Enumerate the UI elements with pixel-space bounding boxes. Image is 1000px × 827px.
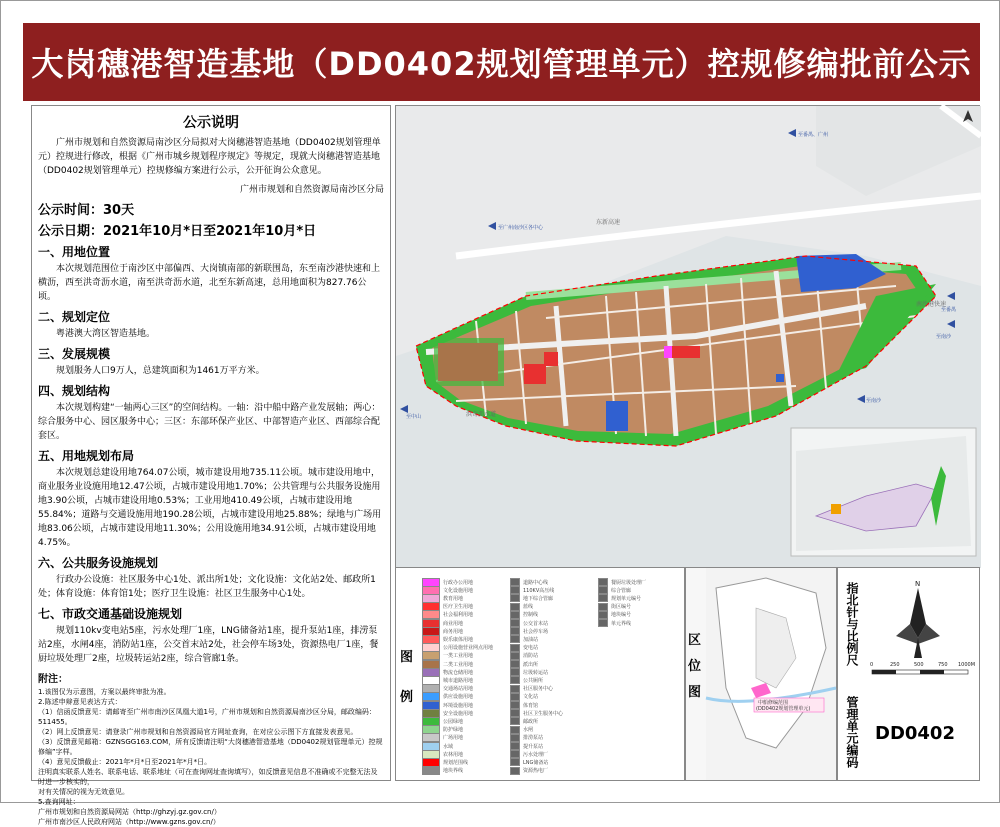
notice-panel bbox=[31, 105, 391, 826]
section-text-1: 本次规划范围位于南沙区中部偏西、大岗镇南部的新联围岛，东至南沙港快速和上横沥，西至洪奇沥水道，南至洪奇沥水道，北至东新高速，总用地面积为827.76公顷。 bbox=[38, 264, 381, 302]
unit-code-label: 管理单元编码 bbox=[845, 696, 859, 768]
svg-text:N: N bbox=[915, 580, 921, 588]
legend-item-label: 公交首末站 bbox=[523, 620, 549, 627]
road-label: 东新高速 bbox=[596, 219, 621, 226]
legend-swatch bbox=[598, 619, 608, 627]
legend-item-label: 一类工业用地 bbox=[443, 653, 474, 660]
west-support-block bbox=[438, 343, 498, 381]
legend-item-label: 地块界线 bbox=[443, 768, 464, 775]
scale-bar bbox=[872, 670, 968, 674]
legend-item-label: 规划范围线 bbox=[443, 759, 469, 766]
section-text-2: 粤港澳大湾区智造基地。 bbox=[56, 329, 156, 339]
legend-item-label: 规划单元编号 bbox=[611, 595, 642, 602]
legend-item-label: 蓝线 bbox=[523, 604, 534, 611]
legend-item-label: 污水处理厂 bbox=[523, 751, 549, 758]
legend-item bbox=[422, 765, 506, 777]
section-heading-4: 四、规划结构 bbox=[38, 384, 111, 398]
legend-item bbox=[598, 617, 682, 629]
legend-item-label: 排涝泵站 bbox=[523, 735, 544, 742]
facility-block-s bbox=[606, 401, 628, 431]
direction-label: 至番禺 bbox=[941, 307, 957, 313]
legend-swatch bbox=[422, 766, 440, 775]
legend-item-label: 体育馆 bbox=[523, 702, 539, 709]
legend-item-label: 110KV高压线 bbox=[523, 587, 555, 594]
admin-block bbox=[664, 346, 672, 358]
legend-item-label: LNG储备站 bbox=[523, 759, 549, 766]
legend-item-label: 垃圾转运站 bbox=[523, 669, 549, 676]
note-item: 广州市南沙区人民政府网站（http://www.gzns.gov.cn/） bbox=[38, 818, 220, 826]
legend-item-label: 商业用地 bbox=[443, 620, 464, 627]
direction-label: 至番禺、广州 bbox=[798, 132, 829, 138]
section-text-3: 规划服务人口9万人，总建筑面积为1461万平方米。 bbox=[56, 366, 265, 376]
note-item: 广州市规划和自然资源局网站（http://ghzyj.gz.gov.cn/） bbox=[38, 808, 221, 816]
north-scale-label: 指北针与比例尺 bbox=[845, 582, 859, 666]
legend-item-label: 社会停车场 bbox=[523, 628, 549, 635]
legend-item-label: 道路中心线 bbox=[523, 579, 549, 586]
legend-item-label: 消防站 bbox=[523, 653, 539, 660]
scale-tick: 500 bbox=[914, 662, 924, 668]
note-item: 注明真实联系人姓名、联系电话、联系地址（可在查询网址查询填写），如反馈意见信息不准确或不完整无法及时进一步核实的， bbox=[38, 768, 378, 786]
legend-item-label: 城市道路用地 bbox=[443, 677, 474, 684]
section-text-5: 本次规划总建设用地764.07公顷，城市建设用地735.11公顷。城市建设用地中，商业服务业设施用地12.47公顷，占城市建设用地1.70%；公共管理与公共服务设施用地3.90公顷，占城市建设用地0.53%；工业用地410.49公顷，占城市建设用地55.84%；道路与交通设施用地190.28公顷，占城市建设用地25.88%；绿地与广场用地83.06公顷，占城市建设用地11.30%；公用设施用地34.91公顷，占城市建设用地4.75%。 bbox=[38, 468, 382, 548]
legend-item-label: 二类工业用地 bbox=[443, 661, 474, 668]
legend-item-label: 公用设施营业网点用地 bbox=[443, 645, 494, 652]
legend-item-label: 防护绿地 bbox=[443, 727, 464, 734]
section-heading-5: 五、用地规划布局 bbox=[38, 449, 135, 463]
note-item: （1）信函反馈意见：请邮寄至广州市南沙区凤凰大道1号，广州市规划和自然资源局南沙区分局，邮政编码：511455。 bbox=[38, 708, 376, 726]
location-panel bbox=[685, 567, 837, 781]
notice-issuer: 广州市规划和自然资源局南沙区分局 bbox=[239, 185, 384, 195]
legend-item-label: 文化站 bbox=[523, 694, 539, 701]
legend-item-label: 街区编号 bbox=[611, 604, 632, 611]
legend-item-label: 派出所 bbox=[523, 661, 539, 668]
legend-item-label: 餐厨垃圾处理厂 bbox=[611, 579, 647, 586]
legend-item-label: 社会福利用地 bbox=[443, 612, 474, 619]
legend-item-label: 环境设施用地 bbox=[443, 702, 474, 709]
direction-label: 至南沙 bbox=[866, 398, 882, 404]
notes-heading: 附注： bbox=[38, 674, 68, 685]
legend-item-label: 控制线 bbox=[523, 612, 539, 619]
location-callout-title: 中船修编范围 bbox=[758, 700, 789, 706]
section-heading-7: 七、市政交通基础设施规划 bbox=[38, 607, 183, 621]
direction-label: 至南沙 bbox=[936, 334, 952, 340]
scale-ticks bbox=[870, 662, 975, 668]
north-scale-panel bbox=[837, 567, 980, 781]
legend-grid bbox=[422, 576, 682, 776]
legend-item-label: 教育用地 bbox=[443, 595, 464, 602]
legend-item-label: 社区服务中心 bbox=[523, 686, 554, 693]
note-item: 对有关情况的视为无效意见。 bbox=[38, 788, 129, 796]
note-item: （4）意见反馈截止：2021年*月*日至2021年*月*日。 bbox=[38, 758, 212, 766]
compass-icon bbox=[896, 580, 940, 658]
commercial-block-3 bbox=[672, 346, 700, 358]
commercial-block-2 bbox=[544, 352, 558, 366]
legend-item-label: 交通场站用地 bbox=[443, 686, 474, 693]
note-item: 5.查询网址： bbox=[38, 798, 80, 806]
note-item: （3）反馈意见邮箱：GZNSGG163.COM，所有反馈请注明“大岗穗港智造基地（DD0402规划管理单元）控规修编”字样。 bbox=[38, 738, 383, 756]
section-heading-6: 六、公共服务设施规划 bbox=[38, 556, 159, 570]
legend-item-label: 农林用地 bbox=[443, 751, 464, 758]
legend-item-label: 水域 bbox=[443, 743, 454, 750]
notice-duration: 公示时间：30天 bbox=[38, 203, 135, 218]
section-text-7: 规划110kv变电站5座，污水处理厂1座，LNG储备站1座，提升泵站1座，排涝泵站2座，水闸4座，消防站1座，公交首末站2处，社会停车场3处，资源热电厂1座，餐厨垃圾处理厂2座，垃圾转运站2座，综合管廊1条。 bbox=[38, 626, 379, 664]
legend-item-label: 邮政所 bbox=[523, 718, 539, 725]
land-use-map[interactable] bbox=[395, 105, 980, 567]
location-callout-sub: (DD0402规划管理单元) bbox=[756, 706, 811, 712]
land-use-map-svg bbox=[396, 106, 981, 568]
legend-item-label: 安全设施用地 bbox=[443, 710, 474, 717]
legend-item-label: 物流仓储用地 bbox=[443, 669, 474, 676]
title-bar bbox=[23, 23, 980, 101]
legend-item-label: 供应设施用地 bbox=[443, 694, 474, 701]
note-item: 2.陈述申辩意见表达方式： bbox=[38, 698, 122, 706]
legend-item-label: 公共厕所 bbox=[523, 677, 544, 684]
legend-item-label: 娱乐康体用地 bbox=[443, 636, 474, 643]
location-map-svg bbox=[706, 568, 836, 780]
page-title: 大岗穗港智造基地（DD0402规划管理单元）控规修编批前公示 bbox=[31, 45, 972, 83]
notice-body: 广州市规划和自然资源局南沙区分局拟对大岗穗港智造基地（DD0402规划管理单元）控规进行修改，根据《广州市城乡规划程序规定》等规定，现就大岗穗港智造基地（DD0402规划管理单元）控规修编方案进行公示，公开征询公众意见。 bbox=[38, 138, 381, 176]
legend-swatch bbox=[510, 767, 520, 775]
legend-item-label: 地块编号 bbox=[611, 612, 632, 619]
direction-label: 至广州南沙区各中心 bbox=[498, 225, 544, 231]
road-label: 南沙港快速 bbox=[916, 301, 947, 308]
legend-item bbox=[510, 765, 594, 777]
legend-item-label: 提升泵站 bbox=[523, 743, 544, 750]
section-heading-2: 二、规划定位 bbox=[38, 310, 111, 324]
direction-label: 至中山 bbox=[406, 414, 422, 420]
legend-item-label: 商务用地 bbox=[443, 628, 464, 635]
legend-item-label: 变电站 bbox=[523, 645, 539, 652]
compass-scale-svg bbox=[868, 578, 976, 688]
legend-item-label: 医疗卫生用地 bbox=[443, 604, 474, 611]
section-heading-3: 三、发展规模 bbox=[38, 347, 111, 361]
commercial-block-1 bbox=[524, 364, 546, 384]
scale-tick: 1000M bbox=[958, 662, 976, 668]
legend-item-label: 单元界线 bbox=[611, 620, 632, 627]
facility-block-small bbox=[776, 374, 784, 382]
scale-tick: 250 bbox=[890, 662, 900, 668]
note-item: （2）网上反馈意见：请登录广州市规划和自然资源局官方网址查询，在对应公示图下方直接发表意见。 bbox=[38, 728, 358, 736]
legend-item-label: 水闸 bbox=[523, 727, 534, 734]
legend-item-label: 社区卫生服务中心 bbox=[523, 710, 564, 717]
notice-dates: 公示日期：2021年10月*日至2021年10月*日 bbox=[38, 224, 317, 239]
unit-code: DD0402 bbox=[875, 723, 955, 744]
note-item: 1.该图仅为示意图，方案以最终审批为准。 bbox=[38, 688, 171, 696]
legend-label: 图例 bbox=[400, 650, 414, 705]
scale-tick: 0 bbox=[870, 662, 874, 668]
legend-item-label: 广场用地 bbox=[443, 735, 464, 742]
section-heading-1: 一、用地位置 bbox=[38, 245, 111, 259]
legend-panel bbox=[395, 567, 685, 781]
legend-item-label: 资源热电厂 bbox=[523, 768, 549, 775]
legend-item-label: 综合管廊 bbox=[611, 587, 632, 594]
section-text-4: 本次规划构建“一轴两心三区”的空间结构。一轴：沿中船中路产业发展轴；两心：综合服务中心、园区服务中心；三区：东部环保产业区、中部智造产业区、西部综合配套区。 bbox=[38, 403, 381, 441]
legend-item-label: 公园绿地 bbox=[443, 718, 464, 725]
section-text-6: 行政办公设施：社区服务中心1处、派出所1处；文化设施：文化站2处、邮政所1处；体育设施：体育馆1处；医疗卫生设施：社区卫生服务中心1处。 bbox=[38, 575, 376, 599]
legend-item-label: 文化设施用地 bbox=[443, 587, 474, 594]
inset-map bbox=[791, 428, 976, 556]
legend-item-label: 地下综合管廊 bbox=[523, 595, 554, 602]
river-label: 洪奇沥水道 bbox=[466, 411, 497, 418]
legend-item-label: 加油站 bbox=[523, 636, 539, 643]
scale-tick: 750 bbox=[938, 662, 948, 668]
notice-heading: 公示说明 bbox=[183, 115, 239, 131]
location-label: 区位图 bbox=[688, 633, 702, 700]
legend-item-label: 行政办公用地 bbox=[443, 579, 474, 586]
